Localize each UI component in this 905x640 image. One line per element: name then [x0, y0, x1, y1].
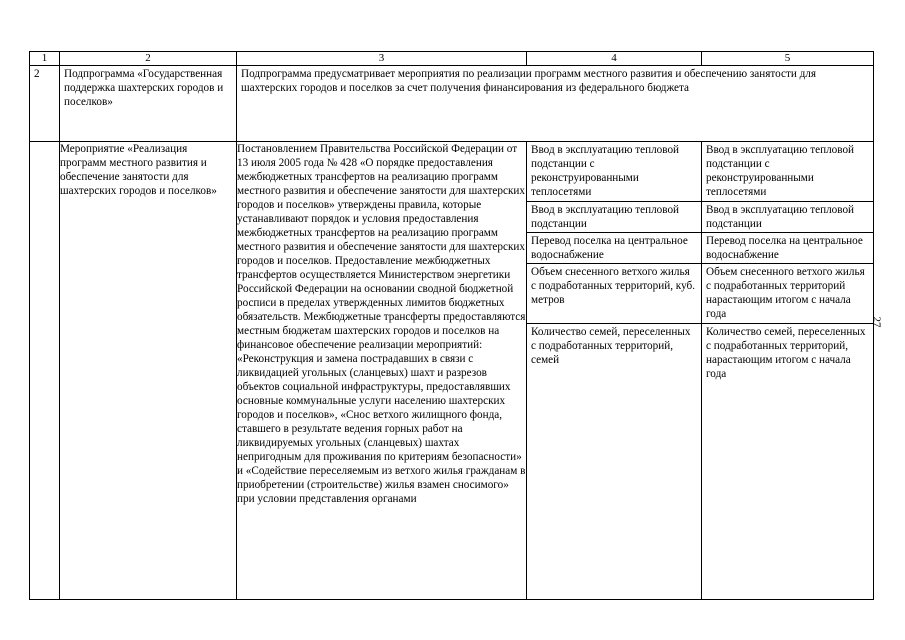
header-row — [30, 52, 874, 66]
header-col-3: 3 — [237, 52, 527, 66]
subprogram-name: Подпрограмма «Государственная поддержка шахтерских городов и поселков» — [60, 66, 237, 142]
header-col-4: 4 — [527, 52, 702, 66]
measure-row — [30, 142, 874, 600]
subprogram-number: 2 — [30, 66, 60, 142]
measure-number — [30, 142, 60, 600]
header-col-1: 1 — [30, 52, 60, 66]
indicator-4-3: Перевод поселка на центральное водоснабжение — [527, 233, 701, 264]
indicator-5-5: Количество семей, переселенных с подработанных территорий, нарастающим итогом с начала года — [706, 326, 866, 380]
indicators-col-4 — [527, 142, 702, 600]
document-table — [29, 51, 874, 600]
page-number: 27 — [870, 316, 883, 328]
indicator-5-1: Ввод в эксплуатацию тепловой подстанции с реконструированными теплосетями — [702, 142, 873, 202]
header-col-5: 5 — [702, 52, 874, 66]
indicator-5-4: Объем снесенного ветхого жилья с подработанных территорий нарастающим итогом с начала года — [702, 264, 873, 324]
indicator-4-5: Количество семей, переселенных с подработанных территорий, семей — [531, 326, 691, 366]
indicator-4-2: Ввод в эксплуатацию тепловой подстанции — [527, 202, 701, 233]
indicator-4-1: Ввод в эксплуатацию тепловой подстанции с реконструированными теплосетями — [527, 142, 701, 202]
subprogram-row — [30, 66, 874, 142]
indicator-5-2: Ввод в эксплуатацию тепловой подстанции — [702, 202, 873, 233]
subprogram-description: Подпрограмма предусматривает мероприятия по реализации программ местного развития и обеспечению занятости для шахтерских городов и поселков за счет получения финансирования из федерального бюджета — [237, 66, 874, 142]
measure-description: Постановлением Правительства Российской Федерации от 13 июля 2005 года № 428 «О порядке предоставления межбюджетных трансфертов на реализацию программ местного развития и обеспечение занятости для шахтерских городов и поселков» утверждены правила, которые устанавливают порядок и условия предоставления межбюджетных трансфертов на реализацию программ местного развития и обеспечение занятости для шахтерских городов и поселков. Предоставление межбюджетных трансфертов осуществляется Министерством энергетики Российской Федерации на основании сводной бюджетной росписи в пределах утвержденных лимитов бюджетных обязательств. Межбюджетные трансферты предоставляются местным бюджетам шахтерских городов и поселков на финансовое обеспечение реализации мероприятий: «Реконструкция и замена пострадавших в связи с ликвидацией угольных (сланцевых) шахт и разрезов объектов социальной инфраструктуры, предоставлявших основные коммунальные услуги населению шахтерских городов и поселков», «Снос ветхого жилищного фонда, ставшего в результате ведения горных работ на ликвидируемых угольных (сланцевых) шахтах непригодным для проживания по критериям безопасности» и «Содействие переселяемым из ветхого жилья гражданам в приобретении (строительстве) жилья взамен сносимого» при условии представления органами — [237, 142, 527, 600]
measure-name: Мероприятие «Реализация программ местного развития и обеспечение занятости для шахтерских городов и поселков» — [60, 142, 237, 600]
header-col-2: 2 — [60, 52, 237, 66]
indicator-4-4: Объем снесенного ветхого жилья с подработанных территорий, куб. метров — [527, 264, 701, 324]
indicator-5-3: Перевод поселка на центральное водоснабжение — [702, 233, 873, 264]
indicators-col-5 — [702, 142, 874, 600]
